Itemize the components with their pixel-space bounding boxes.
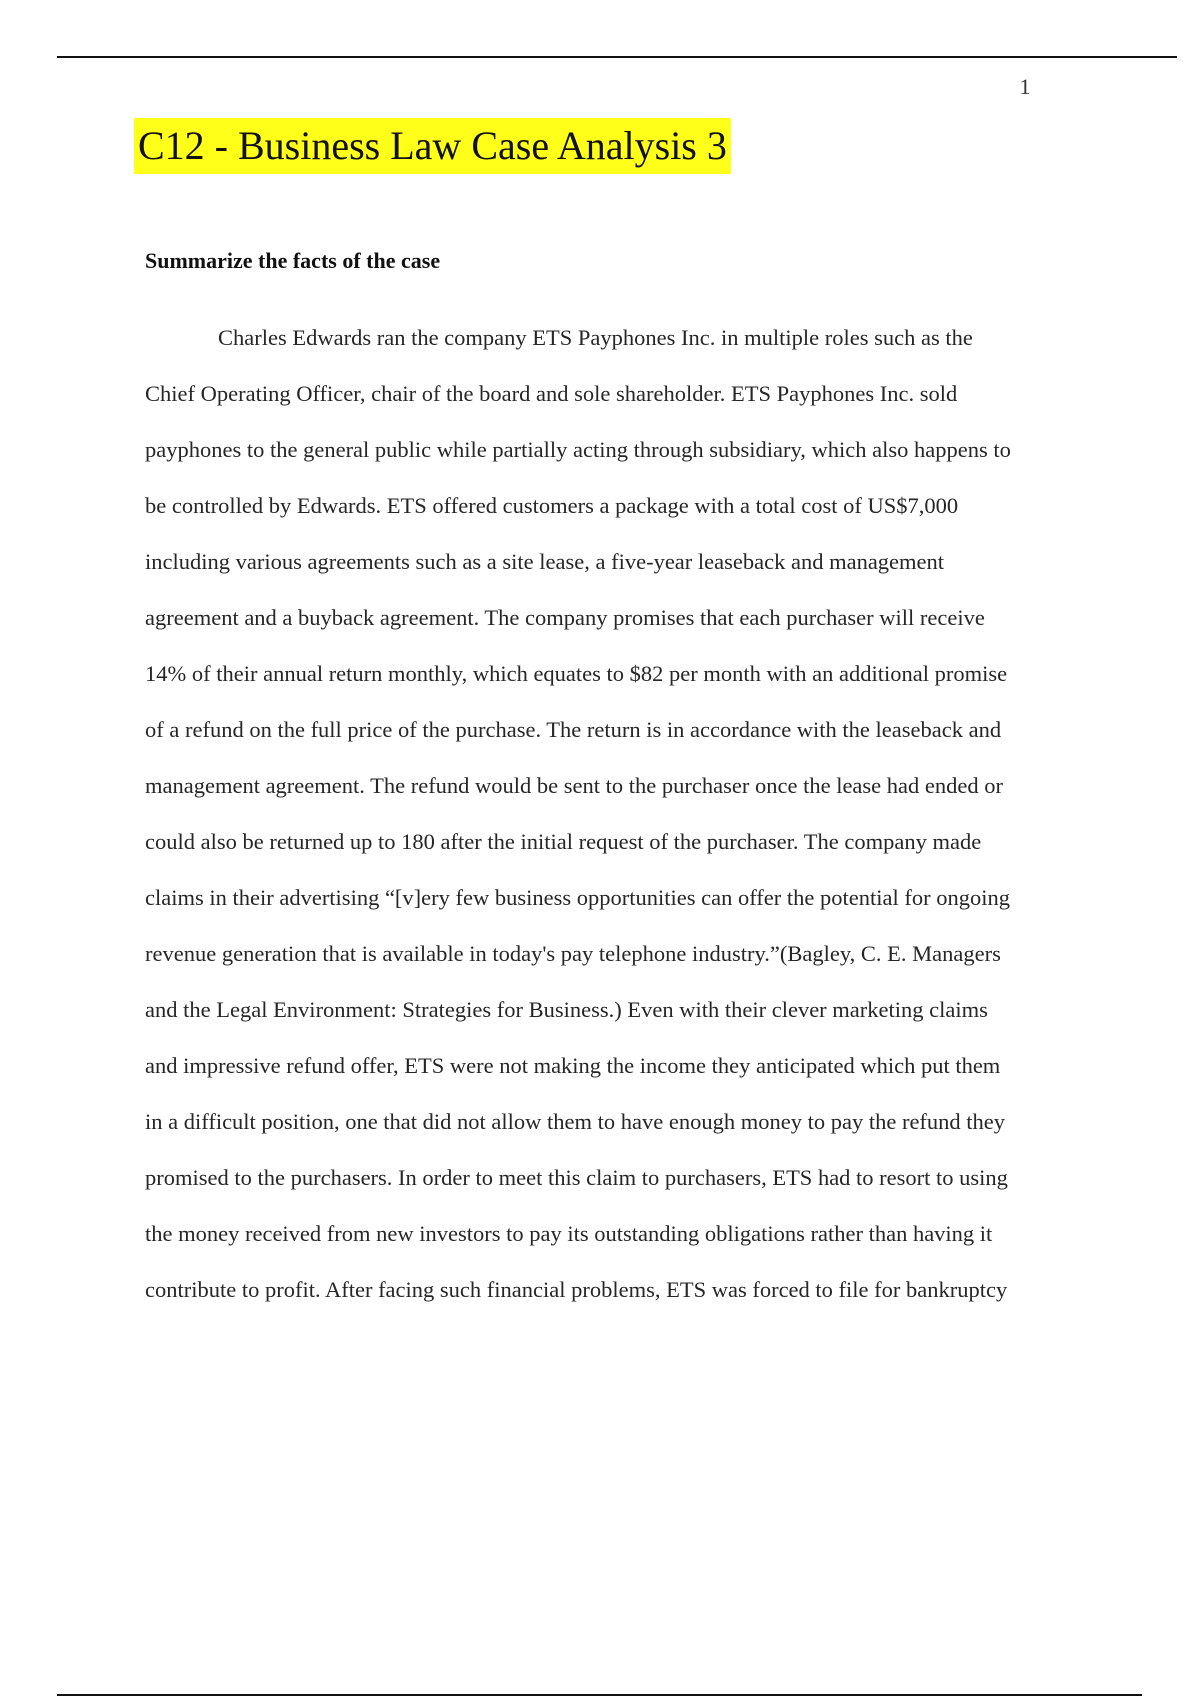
body-paragraph [145,318,1145,1326]
document-title: C12 - Business Law Case Analysis 3 [134,118,731,174]
paragraph-line: Charles Edwards ran the company ETS Payphones Inc. in multiple roles such as the [218,325,973,350]
paragraph-line: promised to the purchasers. In order to meet this claim to purchasers, ETS had to resort to using [145,1165,1008,1190]
paragraph-line: revenue generation that is available in today's pay telephone industry.”(Bagley, C. E. Managers [145,941,1001,966]
paragraph-line: 14% of their annual return monthly, which equates to $82 per month with an additional promise [145,661,1008,686]
paragraph-line: of a refund on the full price of the purchase. The return is in accordance with the leaseback and [145,717,1002,742]
paragraph-line: be controlled by Edwards. ETS offered customers a package with a total cost of US$7,000 [145,493,959,518]
footer-rule [57,1694,1142,1696]
paragraph-line: claims in their advertising “[v]ery few business opportunities can offer the potential for ongoing [145,885,1010,910]
paragraph-line: Chief Operating Officer, chair of the board and sole shareholder. ETS Payphones Inc. sold [145,381,958,406]
paragraph-line: the money received from new investors to pay its outstanding obligations rather than having it [145,1221,993,1246]
page-number: 1 [1019,74,1031,99]
paragraph-line: and the Legal Environment: Strategies for Business.) Even with their clever marketing claims [145,997,988,1022]
paragraph-line: including various agreements such as a site lease, a five-year leaseback and management [145,549,945,574]
header-rule [57,56,1177,58]
paragraph-line: contribute to profit. After facing such financial problems, ETS was forced to file for bankruptcy [145,1277,1008,1302]
paragraph-line: management agreement. The refund would be sent to the purchaser once the lease had ended or [145,773,1003,798]
paragraph-line: payphones to the general public while partially acting through subsidiary, which also happens to [145,437,1011,462]
section-heading: Summarize the facts of the case [145,248,441,273]
paragraph-line: could also be returned up to 180 after the initial request of the purchaser. The company made [145,829,982,854]
paragraph-line: in a difficult position, one that did not allow them to have enough money to pay the refund they [145,1109,1006,1134]
paragraph-line: agreement and a buyback agreement. The company promises that each purchaser will receive [145,605,985,630]
paragraph-line: and impressive refund offer, ETS were not making the income they anticipated which put them [145,1053,1001,1078]
